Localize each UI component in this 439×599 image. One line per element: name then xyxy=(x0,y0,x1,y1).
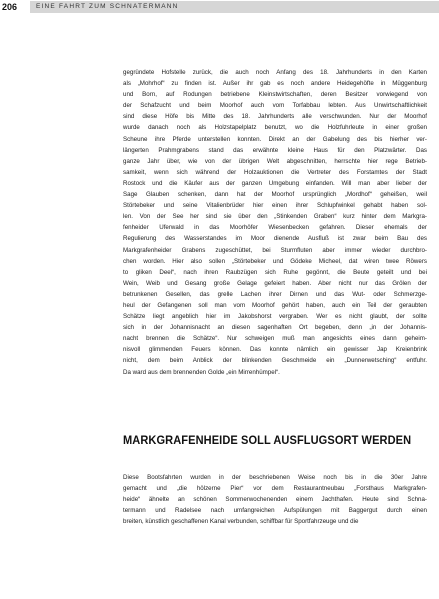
text-line: gemacht und „die hölzerne Pier“ vor dem Restaurantneubau „Forsthaus Markgrafen- xyxy=(123,485,427,493)
page-number: 206 xyxy=(2,2,18,12)
text-line: wurde danach noch als Holzstapelplatz benutzt, wo die Holzfuhrleute in einer großen xyxy=(123,124,427,132)
text-line: len. Von der See her sind sie über den „Stinkenden Graben“ kurz hinter dem Markgra- xyxy=(123,213,427,221)
text-line: Scheune ihre Pferde unterstellen konnten. Direkt an der Gabelung des bis hierher ver- xyxy=(123,135,427,143)
text-line: termann und Radelsee nach umfangreichen Aufspülungen mit Baggergut durch einen xyxy=(123,507,427,515)
text-line: samkeit, wenn sich während der Holzauktionen die Vertreter des Forstamtes der Stadt xyxy=(123,168,427,176)
running-head-title: EINE FAHRT ZUM SCHNATERMANN xyxy=(30,1,439,13)
text-line: Markgrafenheider Grabens zugeschüttet, bei Sturmfluten aber immer wieder durchbro- xyxy=(123,246,427,254)
text-line: Rostock und die Käufer aus der ganzen Umgebung einfanden. Will man aber lieber der xyxy=(123,179,427,187)
text-line: und Born, auf Rodungen betriebene Kleinstwirtschaften, deren Besitzer vorwiegend von xyxy=(123,91,427,99)
text-line: fenheider Uferwald in das Moorhöfer Wiesenbecken gefahren. Dieser ehemals der xyxy=(123,224,427,232)
text-line: chen worden. Hier also sollen „Störtebeker und Gödeke Micheel, dat wiren twee Röwers xyxy=(123,257,427,265)
text-line: nisvoll glimmenden Feuers können. Das konnte nämlich ein gewisser Jap Kreienbrink xyxy=(123,346,427,354)
section-heading: MARKGRAFENHEIDE SOLL AUSFLUGSORT WERDEN xyxy=(123,433,412,447)
body-paragraph-2 xyxy=(123,472,427,527)
text-line: gegründete Hofstelle zurück, die auch noch Anfang des 18. Jahrhunderts in den Karten xyxy=(123,69,427,76)
running-header xyxy=(0,0,439,15)
text-line: der Schafzucht und beim Moorhof auch vom Torfabbau lebten. Aus Unwirtschaftlichkeit xyxy=(123,102,427,110)
text-line: längerten Prahmgrabens stand das erwähnte kleine Haus für den Platzwärter. Das xyxy=(123,146,427,154)
text-line: Störtebeker und seine Vitalienbrüder hier einen ihrer Schlupfwinkel gehabt haben sol- xyxy=(123,202,427,210)
text-line: sich in der Johannisnacht an diesen sagenhaften Ort begeben, denn „in der Johannis- xyxy=(123,324,427,332)
text-line: heide“ ähnelte an schönen Sommerwochenenden einem Jachthafen. Heute sind Schna- xyxy=(123,496,427,504)
text-line: breiten, künstlich geschaffenen Kanal verbunden, schiffbar für Sportfahrzeuge und die xyxy=(123,518,359,526)
text-line: Da ward aus dem brennenden Golde „ein Mirrenhümpel“. xyxy=(123,368,280,376)
body-paragraph-1 xyxy=(123,67,427,378)
text-line: nacht brennen die Schätze“. Nur schweigen muß man angesichts eines dann geheim- xyxy=(123,335,427,343)
text-line: betrunkenen Gesellen, das grelle Lachen ihrer Dirnen und das Wut- oder Schmerzge- xyxy=(123,290,427,298)
text-line: nicht, dem beim Anblick der blinkenden Geschmeide ein „Dunnerwetsching“ entfuhr. xyxy=(123,357,427,365)
text-line: Diese Bootsfahrten wurden in der beschriebenen Weise noch bis in die 30er Jahre xyxy=(123,474,427,481)
text-line: Regulierung des Wasserstandes im Moor dienende Ausfluß ist zwar beim Bau des xyxy=(123,235,427,243)
text-line: als „Mohrhof“ zu finden ist. Außer ihr gab es noch andere Heidegehöfte in Müggenburg xyxy=(123,80,427,88)
text-line: ganze Jahr über, wie von der übrigen Welt abgeschnitten, herrschte hier rege Betrieb- xyxy=(123,157,427,165)
text-line: Schätze liegt angeblich hier im Jakobshorst vergraben. Wer es nicht glaubt, der sollte xyxy=(123,313,427,321)
text-line: sind diese Höfe bis Mitte des 18. Jahrhunderts alle verschwunden. Nur der Moorhof xyxy=(123,113,427,121)
text-line: heul der Gefangenen soll man vom Moorhof gehört haben, auch ein Teil der geraubten xyxy=(123,301,427,309)
text-line: Wein, Weib und Gesang große Gelage gefeiert haben. Aber nicht nur das Grölen der xyxy=(123,279,427,287)
text-line: Sage Glauben schenken, dann hat der Moorhof ursprünglich „Mordhof“ geheißen, weil xyxy=(123,191,427,199)
text-line: to gliken Deel“, nach ihren Raubzügen sich Ruhe gegönnt, die Beute geteilt und bei xyxy=(123,268,427,276)
